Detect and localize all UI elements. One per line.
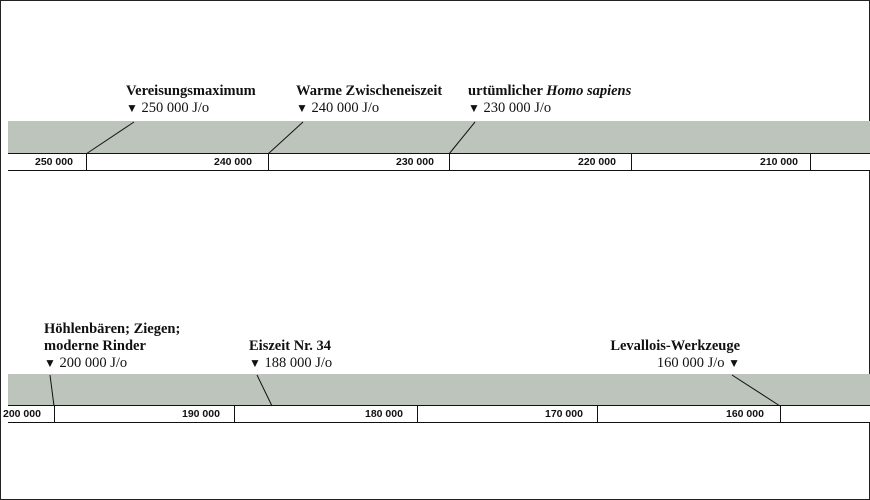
- event-date: 250 000 J/o: [141, 100, 210, 116]
- event-date: 230 000 J/o: [483, 100, 552, 116]
- event-title-line2: moderne Rinder: [44, 338, 146, 354]
- event-date: 240 000 J/o: [311, 100, 380, 116]
- connector-eiszeit-34: [257, 375, 272, 406]
- connector-warme-zwischeneiszeit: [268, 122, 303, 154]
- marker-triangle-icon: ▼: [126, 101, 138, 115]
- top-tick-label: 220 000: [578, 156, 616, 168]
- event-title: Warme Zwischeneiszeit: [296, 83, 443, 99]
- connector-hoehlenbaeren: [50, 375, 54, 406]
- top-tick-label: 240 000: [214, 156, 252, 168]
- bottom-tick-label: 160 000: [726, 408, 764, 420]
- event-title: Levallois-Werkzeuge: [610, 338, 740, 354]
- top-tick-label: 250 000: [35, 156, 73, 168]
- connector-homo-sapiens: [449, 122, 475, 154]
- top-tick-label: 210 000: [760, 156, 798, 168]
- connector-levallois: [732, 375, 780, 406]
- marker-triangle-icon: ▼: [249, 356, 261, 370]
- event-date: 200 000 J/o: [59, 355, 128, 371]
- event-title: Vereisungsmaximum: [126, 83, 256, 99]
- event-title: Eiszeit Nr. 34: [249, 338, 332, 354]
- bottom-tick-label: 180 000: [365, 408, 403, 420]
- bottom-tick-label: 170 000: [545, 408, 583, 420]
- event-title-italic: Homo sapiens: [546, 83, 632, 99]
- marker-triangle-icon: ▼: [296, 101, 308, 115]
- event-date: 160 000 J/o: [656, 355, 725, 371]
- event-title-line1: Höhlenbären; Ziegen;: [44, 321, 181, 337]
- event-title-prefix: urtümlicher: [468, 83, 547, 99]
- marker-triangle-icon: ▼: [468, 101, 480, 115]
- bottom-tick-label: 190 000: [182, 408, 220, 420]
- event-date: 188 000 J/o: [264, 355, 333, 371]
- top-tick-label: 230 000: [396, 156, 434, 168]
- bottom-tick-label: 200 000: [3, 408, 41, 420]
- connector-vereisungsmaximum: [86, 122, 134, 154]
- marker-triangle-icon: ▼: [44, 356, 56, 370]
- marker-triangle-icon: ▼: [728, 356, 740, 370]
